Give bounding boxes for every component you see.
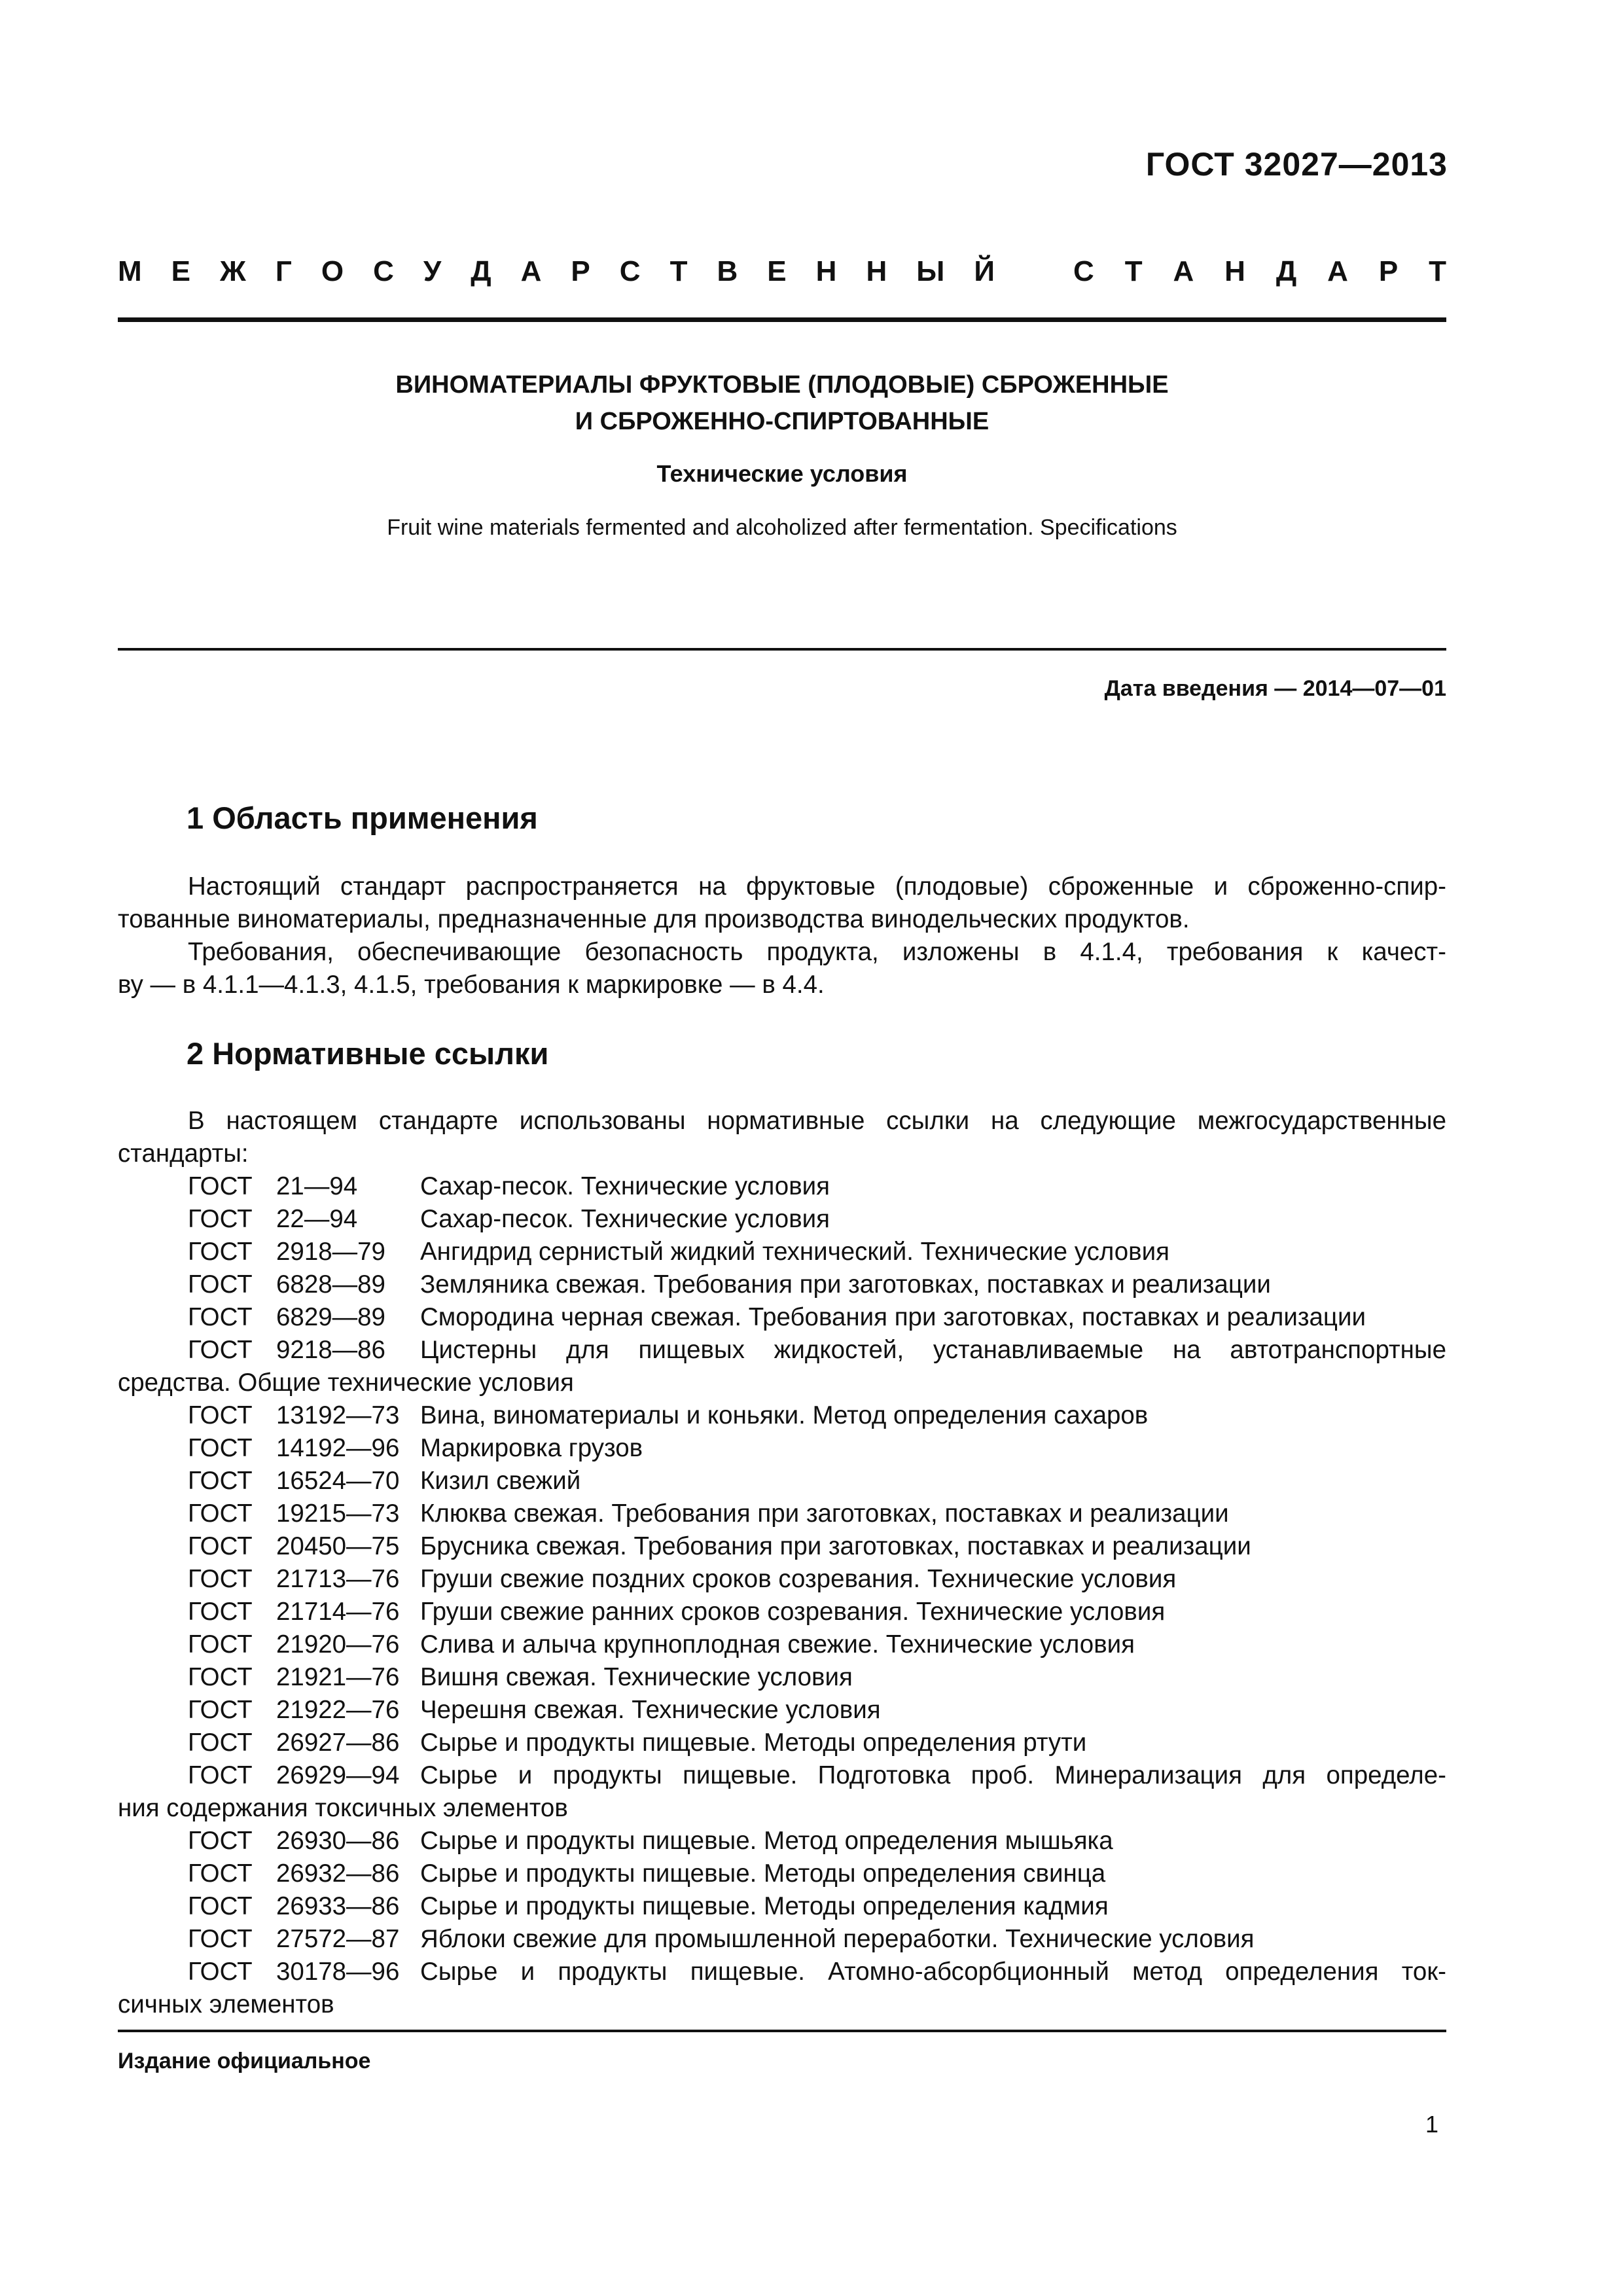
reference-number: 26933—86: [276, 1892, 400, 1920]
reference-entry: [118, 1465, 1446, 1498]
banner-letter: Т: [669, 255, 688, 287]
references-list: [118, 1170, 1446, 2021]
reference-prefix: ГОСТ: [188, 1565, 253, 1593]
reference-number: 21922—76: [276, 1696, 400, 1724]
reference-title: Цистерны для пищевых жидкостей, устанавливаемые на автотранспортные: [420, 1336, 1446, 1364]
reference-code: [188, 1956, 420, 1988]
reference-title: Черешня свежая. Технические условия: [420, 1696, 881, 1724]
reference-prefix: ГОСТ: [188, 1303, 253, 1331]
banner-letter: В: [717, 255, 738, 287]
reference-title: Маркировка грузов: [420, 1434, 643, 1462]
reference-code: [188, 1236, 420, 1268]
banner-letter: У: [423, 255, 442, 287]
reference-prefix: ГОСТ: [188, 1205, 253, 1233]
reference-title: Вишня свежая. Технические условия: [420, 1663, 853, 1691]
section-1-heading: 1 Область применения: [187, 800, 538, 835]
reference-title: Сырье и продукты пищевые. Подготовка проб. Минерализация для определе-: [420, 1761, 1446, 1789]
reference-prefix: ГОСТ: [188, 1499, 253, 1528]
reference-number: 21714—76: [276, 1598, 400, 1626]
reference-entry: [118, 1890, 1446, 1923]
reference-code: [188, 1596, 420, 1628]
reference-number: 9218—86: [276, 1336, 385, 1364]
reference-title: Сахар-песок. Технические условия: [420, 1205, 830, 1233]
banner-letter: Т: [1429, 255, 1446, 287]
reference-code: [188, 1923, 420, 1956]
banner-letter: Й: [974, 255, 995, 287]
reference-code: [188, 1857, 420, 1890]
reference-prefix: ГОСТ: [188, 1729, 253, 1757]
section-1-line: ву — в 4.1.1—4.1.3, 4.1.5, требования к маркировке — в 4.4.: [118, 971, 825, 999]
reference-number: 26932—86: [276, 1859, 400, 1888]
reference-entry: [118, 1694, 1446, 1727]
reference-code: [188, 1825, 420, 1857]
reference-entry: [118, 1857, 1446, 1890]
banner-letter: А: [1327, 255, 1348, 287]
reference-code: [188, 1203, 420, 1236]
banner-letter: Ы: [916, 255, 945, 287]
reference-continuation: средства. Общие технические условия: [118, 1369, 574, 1397]
reference-prefix: ГОСТ: [188, 1761, 253, 1789]
reference-prefix: ГОСТ: [188, 1270, 253, 1299]
reference-number: 30178—96: [276, 1958, 400, 1986]
reference-entry: [118, 1301, 1446, 1334]
reference-title: Смородина черная свежая. Требования при заготовках, поставках и реализации: [420, 1303, 1366, 1331]
reference-code: [188, 1530, 420, 1563]
reference-code: [188, 1399, 420, 1432]
header-rule: [118, 317, 1446, 322]
banner-letter: С: [373, 255, 394, 287]
banner-letter: Н: [866, 255, 887, 287]
reference-prefix: ГОСТ: [188, 1696, 253, 1724]
banner-letter: О: [321, 255, 344, 287]
reference-entry: [118, 1498, 1446, 1530]
reference-code: [188, 1465, 420, 1498]
banner-letter: Д: [1275, 255, 1297, 287]
reference-code: [188, 1694, 420, 1727]
reference-entry: [118, 1956, 1446, 1988]
reference-entry: [118, 1399, 1446, 1432]
reference-title: Груши свежие ранних сроков созревания. Технические условия: [420, 1598, 1166, 1626]
reference-entry: [118, 1268, 1446, 1301]
reference-title: Сырье и продукты пищевые. Методы определения кадмия: [420, 1892, 1109, 1920]
section-2-heading: 2 Нормативные ссылки: [187, 1036, 549, 1071]
reference-entry: [118, 1334, 1446, 1367]
reference-number: 22—94: [276, 1205, 358, 1233]
interstate-standard-banner: [118, 255, 1446, 288]
banner-letter: С: [1073, 255, 1094, 287]
reference-code: [188, 1890, 420, 1923]
reference-entry: [118, 1236, 1446, 1268]
banner-letter: Е: [171, 255, 191, 287]
reference-prefix: ГОСТ: [188, 1827, 253, 1855]
banner-letter: Р: [1378, 255, 1399, 287]
reference-entry: [118, 1596, 1446, 1628]
reference-prefix: ГОСТ: [188, 1532, 253, 1560]
reference-number: 21920—76: [276, 1630, 400, 1659]
reference-number: 27572—87: [276, 1925, 400, 1953]
reference-code: [188, 1661, 420, 1694]
reference-prefix: ГОСТ: [188, 1434, 253, 1462]
reference-number: 16524—70: [276, 1467, 400, 1495]
reference-prefix: ГОСТ: [188, 1336, 253, 1364]
title-block: [118, 367, 1446, 543]
interstate-word-1: [118, 255, 995, 288]
section-1-body: [118, 870, 1446, 1001]
reference-code: [188, 1759, 420, 1792]
reference-code: [188, 1628, 420, 1661]
reference-number: 13192—73: [276, 1401, 400, 1429]
reference-number: 14192—96: [276, 1434, 400, 1462]
reference-number: 21—94: [276, 1172, 358, 1200]
banner-letter: С: [619, 255, 641, 287]
official-edition-label: Издание официальное: [118, 2049, 371, 2073]
reference-title: Земляника свежая. Требования при заготовках, поставках и реализации: [420, 1270, 1271, 1299]
footer-rule: [118, 2030, 1446, 2032]
section-2-intro-line: В настоящем стандарте использованы нормативные ссылки на следующие межгосударственные: [188, 1107, 1446, 1135]
section-1-line: Настоящий стандарт распространяется на фруктовые (плодовые) сброженные и сброженно-спир-: [188, 872, 1446, 901]
banner-letter: Д: [471, 255, 491, 287]
banner-letter: Н: [1224, 255, 1245, 287]
reference-code: [188, 1334, 420, 1367]
reference-title: Груши свежие поздних сроков созревания. Технические условия: [420, 1565, 1177, 1593]
reference-entry: [118, 1628, 1446, 1661]
reference-code: [188, 1301, 420, 1334]
section-2-body: [118, 1105, 1446, 2021]
reference-entry: [118, 1759, 1446, 1792]
reference-code: [188, 1432, 420, 1465]
reference-prefix: ГОСТ: [188, 1892, 253, 1920]
reference-number: 26929—94: [276, 1761, 400, 1789]
reference-number: 21921—76: [276, 1663, 400, 1691]
reference-continuation: сичных элементов: [118, 1990, 334, 2018]
reference-number: 2918—79: [276, 1238, 385, 1266]
reference-prefix: ГОСТ: [188, 1958, 253, 1986]
reference-title: Сахар-песок. Технические условия: [420, 1172, 830, 1200]
reference-entry: [118, 1432, 1446, 1465]
reference-title: Кизил свежий: [420, 1467, 581, 1495]
title-line-1: ВИНОМАТЕРИАЛЫ ФРУКТОВЫЕ (ПЛОДОВЫЕ) СБРОЖЕННЫЕ: [395, 371, 1169, 399]
section-1-line: тованные виноматериалы, предназначенные для производства винодельческих продуктов.: [118, 905, 1190, 933]
reference-entry: [118, 1203, 1446, 1236]
reference-code: [188, 1727, 420, 1759]
reference-code: [188, 1170, 420, 1203]
reference-number: 26930—86: [276, 1827, 400, 1855]
reference-prefix: ГОСТ: [188, 1859, 253, 1888]
reference-number: 20450—75: [276, 1532, 400, 1560]
reference-prefix: ГОСТ: [188, 1238, 253, 1266]
reference-title: Сырье и продукты пищевые. Методы определения свинца: [420, 1859, 1106, 1888]
banner-letter: Р: [571, 255, 590, 287]
standard-designation: ГОСТ 32027—2013: [1145, 146, 1448, 183]
reference-entry: [118, 1563, 1446, 1596]
reference-title: Слива и алыча крупноплодная свежие. Технические условия: [420, 1630, 1135, 1659]
reference-title: Сырье и продукты пищевые. Атомно-абсорбционный метод определения ток-: [420, 1958, 1446, 1986]
banner-letter: М: [118, 255, 142, 287]
reference-entry: [118, 1170, 1446, 1203]
banner-letter: Ж: [220, 255, 246, 287]
banner-letter: Е: [767, 255, 787, 287]
reference-continuation: ния содержания токсичных элементов: [118, 1794, 568, 1822]
reference-prefix: ГОСТ: [188, 1925, 253, 1953]
section-1-line: Требования, обеспечивающие безопасность продукта, изложены в 4.1.4, требования к качест-: [188, 938, 1446, 966]
reference-title: Вина, виноматериалы и коньяки. Метод определения сахаров: [420, 1401, 1149, 1429]
reference-number: 26927—86: [276, 1729, 400, 1757]
reference-number: 21713—76: [276, 1565, 400, 1593]
reference-prefix: ГОСТ: [188, 1401, 253, 1429]
reference-entry: [118, 1825, 1446, 1857]
reference-title: Сырье и продукты пищевые. Метод определения мышьяка: [420, 1827, 1113, 1855]
reference-code: [188, 1498, 420, 1530]
reference-title: Ангидрид сернистый жидкий технический. Технические условия: [420, 1238, 1169, 1266]
english-title: Fruit wine materials fermented and alcoholized after fermentation. Specifications: [387, 515, 1177, 540]
section-2-intro-line: стандарты:: [118, 1139, 249, 1168]
reference-prefix: ГОСТ: [188, 1630, 253, 1659]
reference-prefix: ГОСТ: [188, 1467, 253, 1495]
introduction-date: Дата введения — 2014—07—01: [1104, 676, 1446, 701]
reference-entry: [118, 1530, 1446, 1563]
reference-title: Сырье и продукты пищевые. Методы определения ртути: [420, 1729, 1087, 1757]
banner-letter: А: [1173, 255, 1194, 287]
reference-code: [188, 1563, 420, 1596]
banner-letter: Г: [275, 255, 292, 287]
reference-title: Брусника свежая. Требования при заготовках, поставках и реализации: [420, 1532, 1251, 1560]
reference-prefix: ГОСТ: [188, 1663, 253, 1691]
reference-title: Клюква свежая. Требования при заготовках, поставках и реализации: [420, 1499, 1229, 1528]
subtitle: Технические условия: [656, 460, 908, 487]
reference-number: 6829—89: [276, 1303, 385, 1331]
banner-letter: Н: [815, 255, 837, 287]
reference-entry: [118, 1923, 1446, 1956]
interstate-word-2: [1073, 255, 1446, 288]
reference-entry: [118, 1661, 1446, 1694]
title-line-2: И СБРОЖЕННО-СПИРТОВАННЫЕ: [575, 408, 990, 435]
page-number: 1: [1425, 2111, 1438, 2138]
banner-letter: Т: [1124, 255, 1143, 287]
reference-entry: [118, 1727, 1446, 1759]
title-rule: [118, 648, 1446, 651]
reference-number: 6828—89: [276, 1270, 385, 1299]
banner-letter: А: [520, 255, 542, 287]
reference-code: [188, 1268, 420, 1301]
reference-prefix: ГОСТ: [188, 1598, 253, 1626]
reference-title: Яблоки свежие для промышленной переработки. Технические условия: [420, 1925, 1255, 1953]
reference-prefix: ГОСТ: [188, 1172, 253, 1200]
reference-number: 19215—73: [276, 1499, 400, 1528]
